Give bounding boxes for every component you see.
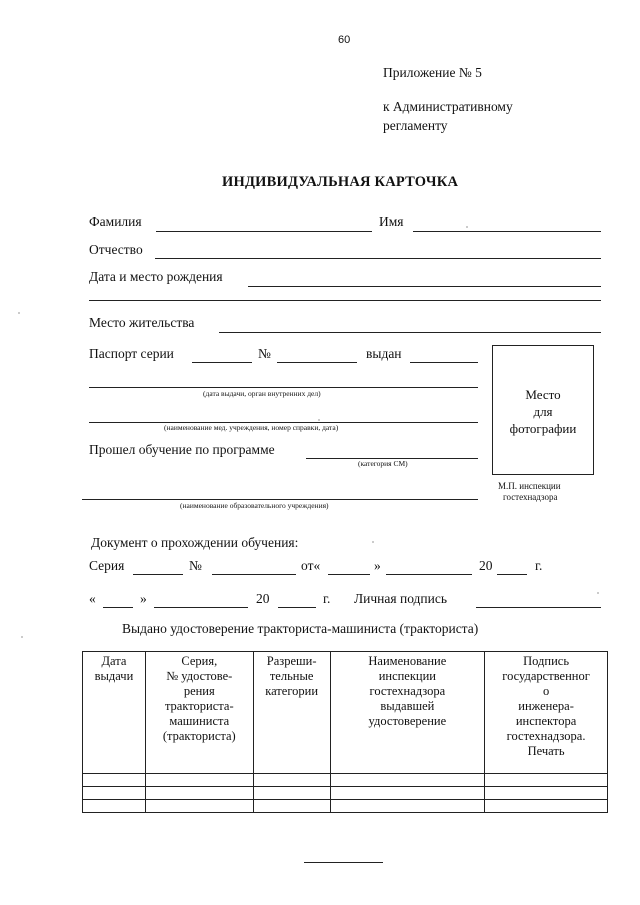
photo-text-3: фотографии <box>509 421 577 436</box>
table-cell[interactable] <box>253 787 330 800</box>
col-issue-date: Дата выдачи <box>83 652 146 774</box>
school-caption: (наименование образовательного учреждения) <box>180 501 329 510</box>
passport-issued-line[interactable] <box>410 362 478 363</box>
table-cell[interactable] <box>485 774 608 787</box>
table-header-row <box>83 652 608 774</box>
footer-line <box>304 862 383 863</box>
photo-text-2: для <box>533 404 553 419</box>
signature-close-quote: » <box>140 591 147 606</box>
col-inspection-name: Наименование инспекции гостехнадзора выдавшей удостоверение <box>330 652 485 774</box>
document-year-prefix: 20 <box>479 558 493 573</box>
passport-issued-label: выдан <box>366 346 402 361</box>
issue-details-caption: (дата выдачи, орган внутренних дел) <box>203 389 321 398</box>
signature-month-line[interactable] <box>154 607 248 608</box>
col-inspector-signature: Подпись государственног о инженера- инспектора гостехнадзора. Печать <box>485 652 608 774</box>
document-day-line[interactable] <box>328 574 370 575</box>
scan-speck <box>18 312 20 314</box>
table-cell[interactable] <box>145 787 253 800</box>
table-cell[interactable] <box>485 800 608 813</box>
birth-label: Дата и место рождения <box>89 269 223 284</box>
table-cell[interactable] <box>83 800 146 813</box>
signature-open-quote: « <box>89 591 96 606</box>
training-label: Прошел обучение по программе <box>89 442 275 457</box>
page-title: ИНДИВИДУАЛЬНАЯ КАРТОЧКА <box>222 174 459 190</box>
appendix-line-3: регламенту <box>383 118 448 133</box>
photo-box <box>492 345 594 475</box>
category-caption: (категория СМ) <box>358 459 408 468</box>
stamp-text-2: гостехнадзора <box>503 492 558 502</box>
issued-certificate-label: Выдано удостоверение тракториста-машиниста (тракториста) <box>122 621 479 636</box>
table-cell[interactable] <box>83 774 146 787</box>
institution-caption: (наименование мед. учреждения, номер справки, дата) <box>164 423 339 432</box>
table-cell[interactable] <box>485 787 608 800</box>
document-series-label: Серия <box>89 558 125 573</box>
document-year-line[interactable] <box>497 574 527 575</box>
scan-speck <box>597 592 599 594</box>
signature-year-line[interactable] <box>278 607 316 608</box>
scan-speck <box>466 226 468 228</box>
appendix-line-2: к Административному <box>383 99 513 114</box>
signature-label: Личная подпись <box>354 591 448 606</box>
surname-line[interactable] <box>156 231 372 232</box>
passport-series-line[interactable] <box>192 362 252 363</box>
table-row <box>83 787 608 800</box>
table-cell[interactable] <box>145 774 253 787</box>
col-series-number: Серия, № удостове- рения тракториста- машиниста (тракториста) <box>145 652 253 774</box>
scan-speck <box>318 419 320 421</box>
document-series-line[interactable] <box>133 574 183 575</box>
passport-series-label: Паспорт серии <box>89 346 174 361</box>
name-label: Имя <box>379 214 404 229</box>
passport-number-label: № <box>258 346 271 361</box>
appendix-line-1: Приложение № 5 <box>383 65 482 80</box>
patronymic-line[interactable] <box>155 258 601 259</box>
table-cell[interactable] <box>253 774 330 787</box>
scan-speck <box>21 636 23 638</box>
birth-line[interactable] <box>248 286 601 287</box>
document-year-suffix: г. <box>535 558 543 573</box>
col-categories: Разреши- тельные категории <box>253 652 330 774</box>
table-cell[interactable] <box>330 774 485 787</box>
certificate-table <box>82 651 608 813</box>
table-cell[interactable] <box>253 800 330 813</box>
school-line[interactable] <box>82 499 478 500</box>
document-number-line[interactable] <box>212 574 296 575</box>
document-month-line[interactable] <box>386 574 472 575</box>
birth-line-2[interactable] <box>89 300 601 301</box>
document-close-quote: » <box>374 558 381 573</box>
table-cell[interactable] <box>330 787 485 800</box>
document-number-label: № <box>189 558 202 573</box>
passport-number-line[interactable] <box>277 362 357 363</box>
photo-text-1: Место <box>525 387 561 402</box>
signature-line[interactable] <box>476 607 601 608</box>
document-from-label: от« <box>301 558 321 573</box>
table-row <box>83 800 608 813</box>
signature-year-prefix: 20 <box>256 591 270 606</box>
surname-label: Фамилия <box>89 214 142 229</box>
signature-day-line[interactable] <box>103 607 133 608</box>
stamp-text-1: М.П. инспекции <box>498 481 561 491</box>
table-row <box>83 774 608 787</box>
table-cell[interactable] <box>145 800 253 813</box>
page-number: 60 <box>338 34 351 46</box>
table-cell[interactable] <box>330 800 485 813</box>
signature-year-suffix: г. <box>323 591 331 606</box>
table-cell[interactable] <box>83 787 146 800</box>
residence-line[interactable] <box>219 332 601 333</box>
document-heading: Документ о прохождении обучения: <box>91 535 299 550</box>
name-line[interactable] <box>413 231 601 232</box>
patronymic-label: Отчество <box>89 242 143 257</box>
residence-label: Место жительства <box>89 315 195 330</box>
scan-speck <box>372 541 374 543</box>
issue-details-line[interactable] <box>89 387 478 388</box>
